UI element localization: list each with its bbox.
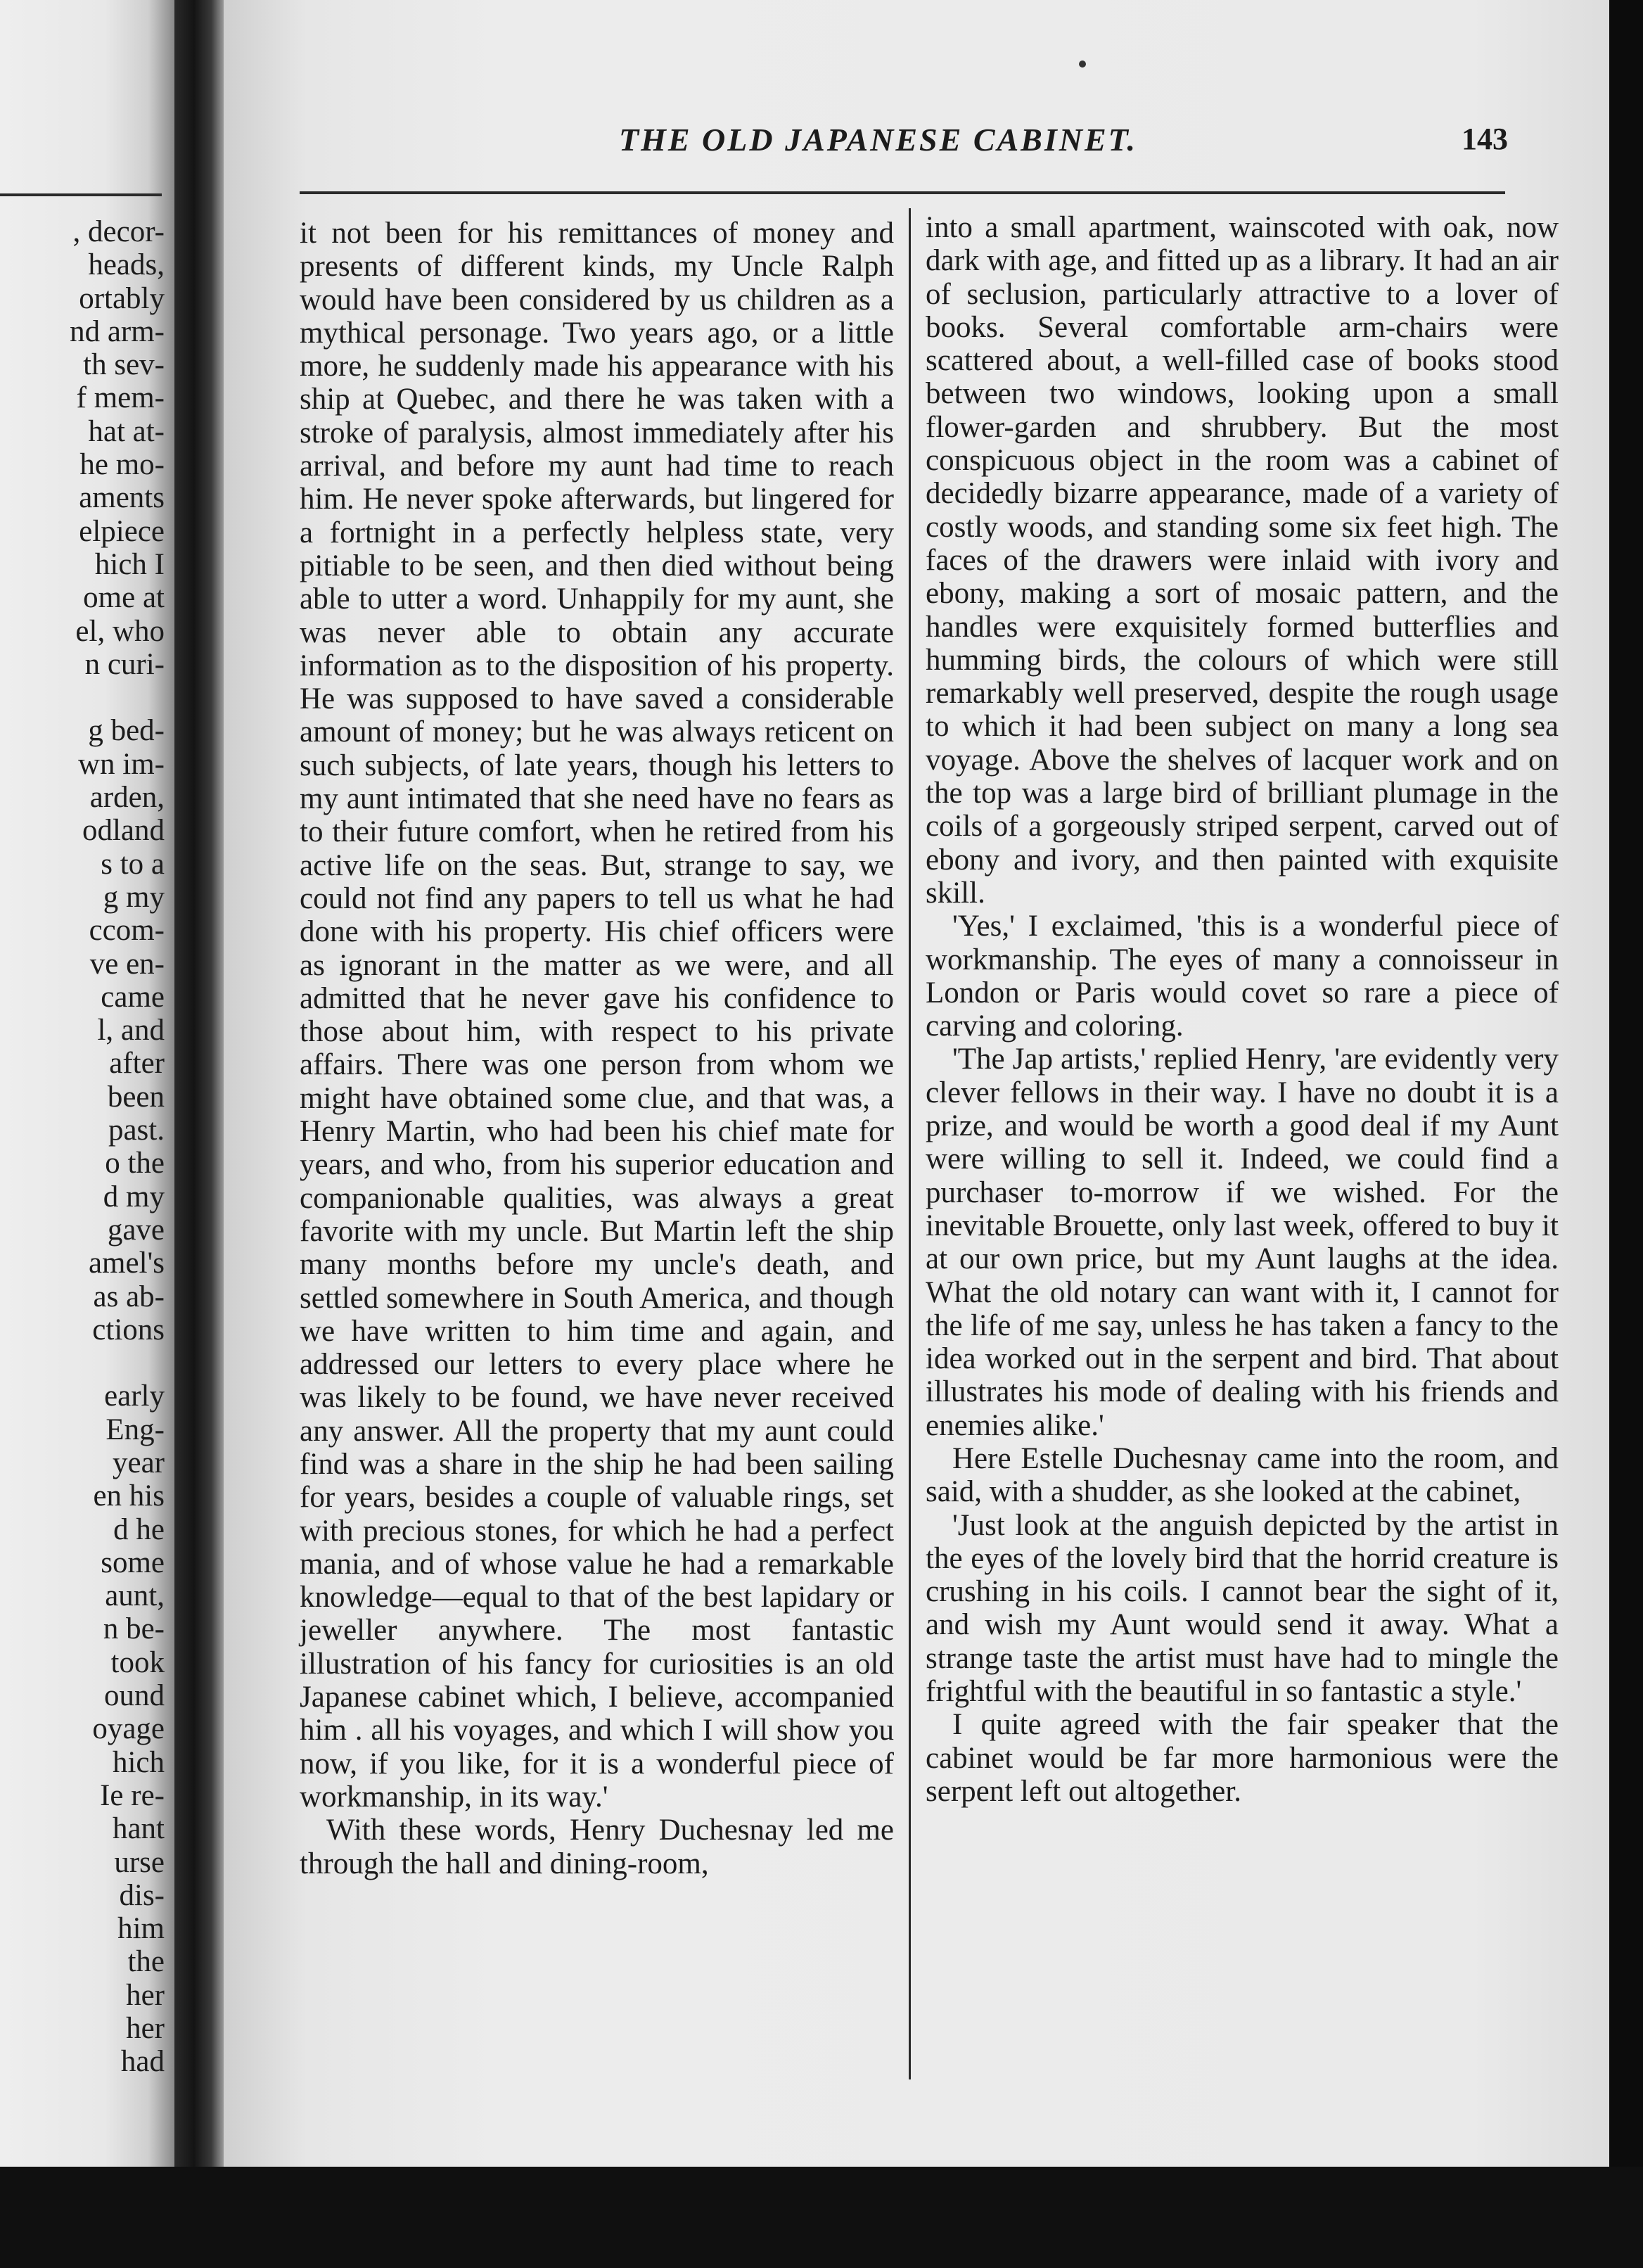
left-page-line: ome at xyxy=(83,581,165,615)
left-page-line: o the xyxy=(105,1147,165,1180)
left-page-line: after xyxy=(109,1047,165,1081)
left-page-line: some xyxy=(101,1546,165,1579)
left-page-fragment xyxy=(0,0,174,2167)
left-page-line: elpiece xyxy=(79,514,165,548)
scan-border-right xyxy=(1609,0,1643,2268)
page-speck xyxy=(1079,60,1086,68)
left-page-line: aments xyxy=(79,481,165,515)
left-page-line: the xyxy=(127,1945,165,1979)
left-page-line: early xyxy=(104,1380,165,1413)
left-page-line: ctions xyxy=(92,1313,165,1346)
left-page-line: her xyxy=(126,1978,165,2012)
left-page-line: heads, xyxy=(88,248,165,282)
left-page-line: ve en- xyxy=(89,947,165,981)
left-page-line: en his xyxy=(93,1479,165,1513)
left-page-line: f mem- xyxy=(76,381,165,415)
left-page-line: el, who xyxy=(75,614,165,648)
left-page-line: ccom- xyxy=(89,914,165,948)
left-page-line: ortably xyxy=(79,281,165,315)
left-page-line: ound xyxy=(104,1679,165,1713)
left-page-rule xyxy=(0,193,162,196)
left-page-line: hat at- xyxy=(88,414,165,448)
left-page-line: Eng- xyxy=(106,1413,165,1446)
left-page-line: aunt, xyxy=(105,1579,165,1613)
left-page-line: d he xyxy=(113,1512,165,1546)
left-page-line: l, and xyxy=(97,1014,165,1047)
left-page-line: hich I xyxy=(94,547,165,581)
left-page-line xyxy=(0,681,165,714)
left-page-line: n curi- xyxy=(84,647,165,681)
left-page-line: n be- xyxy=(103,1612,165,1646)
left-page-line: , decor- xyxy=(72,215,165,248)
left-page-line: g bed- xyxy=(88,714,165,748)
left-page-line xyxy=(0,1346,165,1380)
left-page-line: dis- xyxy=(119,1878,165,1912)
left-page-line: nd arm- xyxy=(70,314,165,348)
page-number: 143 xyxy=(1462,122,1508,156)
left-page-line: him xyxy=(117,1912,165,1946)
book-gutter xyxy=(174,0,224,2167)
left-page-line: hant xyxy=(112,1812,165,1846)
left-page-line: amel's xyxy=(88,1247,165,1280)
running-head-title: THE OLD JAPANESE CABINET. xyxy=(619,122,1138,158)
left-page-line: gave xyxy=(107,1213,165,1247)
text-column-right xyxy=(926,211,1559,1808)
paragraph: into a small apartment, wainscoted with oak, now dark with age, and fitted up as a library. It had an air of seclusion, particularly attractive to a lover of books. Several comfortable arm-chairs were scattered about, a well-filled case of books stood between two windows, looking upon a small flower-garden and shrubbery. But the most conspicuous object in the room was a cabinet of decidedly bizarre appearance, made of a variety of costly woods, and standing some six feet high. The faces of the drawers were inlaid with ivory and ebony, making a sort of mosaic pattern, and the handles were exquisitely formed butterflies and humming birds, the colours of which were still remarkably well preserved, despite the rough usage to which it had been subject on many a long sea voyage. Above the shelves of lacquer work and on the top was a large bird of brilliant plumage in the coils of a gorgeously striped serpent, carved out of ebony and ivory, and then painted with exquisite skill. xyxy=(926,211,1559,910)
paragraph: it not been for his remittances of money and presents of different kinds, my Uncle Ralph would have been considered by us children as a mythical personage. Two years ago, or a little more, he suddenly made his appearance with his ship at Quebec, and there he was taken with a stroke of paralysis, almost immediately after his arrival, and before my aunt had time to reach him. He never spoke afterwards, but lingered for a fortnight in a perfectly helpless state, very pitiable to be seen, and then died without being able to utter a word. Unhappily for my aunt, she was never able to obtain any accurate information as to the disposition of his property. He was supposed to have saved a considerable amount of money; but he was always reticent on such subjects, of late years, though his letters to my aunt intimated that she need have no fears as to their future comfort, when he retired from his active life on the seas. But, strange to say, we could not find any papers to tell us what he had done with his property. His chief officers were as ignorant in the matter as we were, and all admitted that he never gave his confidence to those about him, with respect to his private affairs. There was one person from whom we might have obtained some clue, and that was, a Henry Martin, who had been his chief mate for years, and who, from his superior education and companionable qualities, was always a great favorite with my uncle. But Martin left the ship many months before my uncle's death, and settled somewhere in South America, and though we have written to him time and again, and addressed our letters to every place where he was likely to be found, we have never received any answer. All the property that my aunt could find was a share in the ship he had been sailing for years, besides a couple of valuable rings, set with precious stones, for which he had a perfect mania, and of whose value he had a remarkable knowledge—equal to that of the best lapidary or jeweller anywhere. The most fantastic illustration of his fancy for curiosities is an old Japanese cabinet which, I believe, accompanied him . all his voyages, and which I will show you now, if you like, for it is a wonderful piece of workmanship, in its way.' xyxy=(300,217,894,1814)
left-page-line: s to a xyxy=(101,847,165,881)
left-page-line: been xyxy=(107,1080,165,1114)
left-page-line: th sev- xyxy=(83,348,165,382)
left-page-line: g my xyxy=(103,880,165,914)
paragraph: 'Yes,' I exclaimed, 'this is a wonderful piece of workmanship. The eyes of many a connoisseur in London or Paris would covet so rare a piece of carving and coloring. xyxy=(926,910,1559,1043)
left-page-line: d my xyxy=(103,1180,165,1213)
paragraph: 'Just look at the anguish depicted by the artist in the eyes of the lovely bird that the horrid creature is crushing in his coils. I cannot bear the sight of it, and wish my Aunt would send it away. What a strange taste the artist must have had to mingle the frightful with the beautiful in so fantastic a style.' xyxy=(926,1508,1559,1709)
column-divider xyxy=(909,208,911,2079)
left-page-line: her xyxy=(126,2012,165,2046)
paragraph: Here Estelle Duchesnay came into the room, and said, with a shudder, as she looked at the cabinet, xyxy=(926,1441,1559,1509)
paragraph: 'The Jap artists,' replied Henry, 'are evidently very clever fellows in their way. I have no doubt it is a prize, and would be worth a good deal if my Aunt were willing to sell it. Indeed, we could find a purchaser to-morrow if we wished. For the inevitable Brouette, only last week, offered to buy it at our own price, but my Aunt laughs at the idea. What the old notary can want with it, I cannot for the life of me say, unless he has taken a fancy to the idea worked out in the serpent and bird. That about illustrates his mode of dealing with his friends and enemies alike.' xyxy=(926,1043,1559,1442)
left-page-line: took xyxy=(110,1645,165,1679)
left-page-line: had xyxy=(120,2045,165,2079)
left-page-line: he mo- xyxy=(79,448,165,482)
left-page-line: past. xyxy=(108,1114,165,1147)
left-page-line: arden, xyxy=(89,781,165,815)
left-page-line: came xyxy=(101,980,165,1014)
left-page-line: Ie re- xyxy=(100,1778,165,1812)
left-page-line: wn im- xyxy=(77,747,165,781)
left-page-line: odland xyxy=(82,814,165,848)
left-page-line: as ab- xyxy=(93,1280,165,1313)
left-page-line: hich xyxy=(112,1745,165,1779)
left-page-line: urse xyxy=(114,1845,165,1879)
left-page-line: year xyxy=(113,1446,165,1479)
paragraph: I quite agreed with the fair speaker that the cabinet would be far more harmonious were the serpent left out altogether. xyxy=(926,1708,1559,1808)
text-column-left xyxy=(300,217,894,1880)
scan-border-bottom xyxy=(0,2167,1643,2268)
header-rule xyxy=(300,191,1505,194)
paragraph: With these words, Henry Duchesnay led me through the hall and dining-room, xyxy=(300,1814,894,1880)
left-page-line: oyage xyxy=(92,1712,165,1746)
left-page-text xyxy=(0,215,165,2079)
